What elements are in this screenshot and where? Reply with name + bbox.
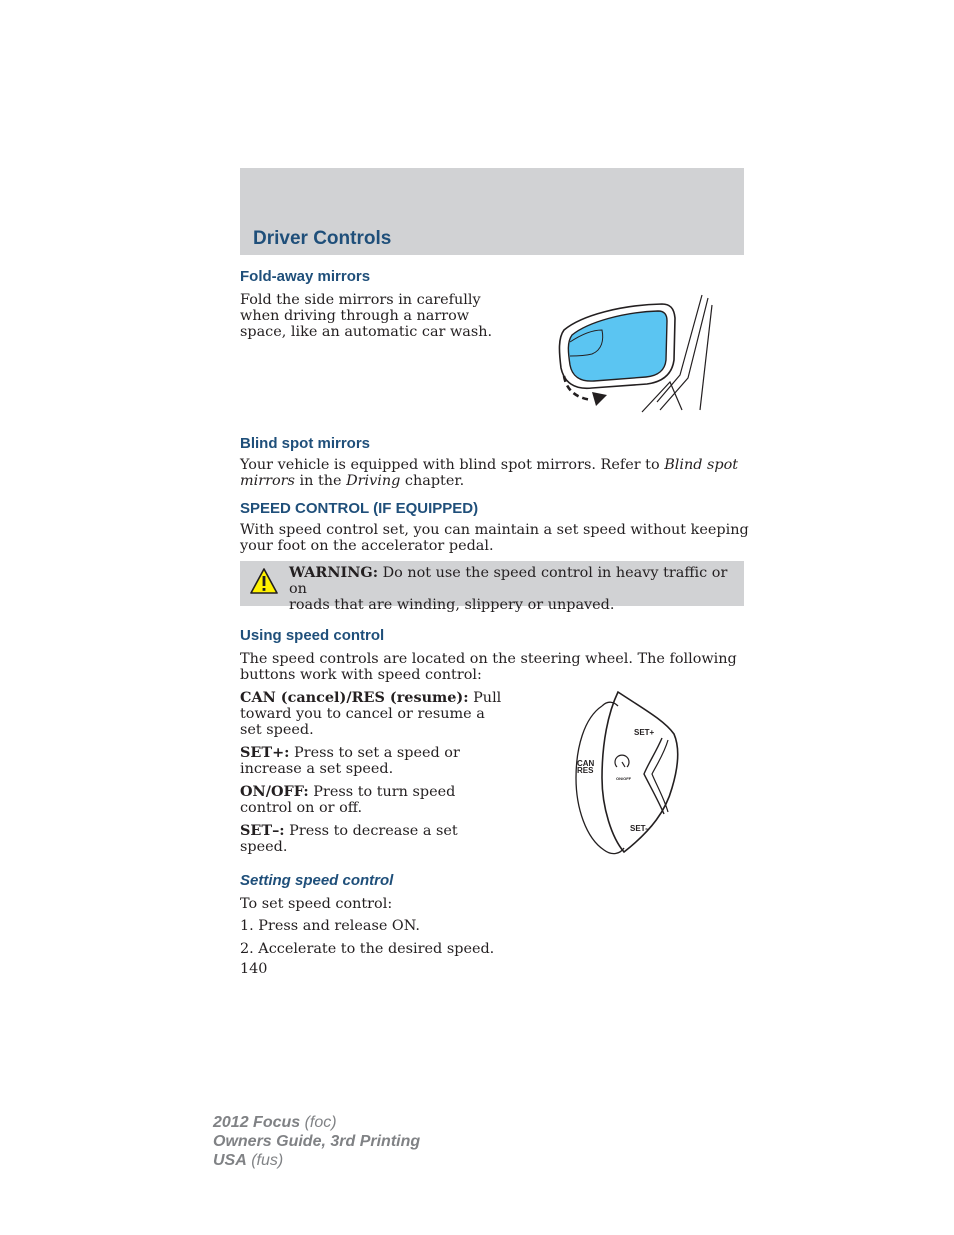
fold-arrow-head: [592, 392, 607, 406]
term-label: SET–:: [240, 822, 285, 839]
text-run-italic: mirrors: [240, 473, 295, 489]
rocker-back: [652, 740, 668, 812]
on-off-description: [240, 784, 455, 816]
warning-triangle-icon: [250, 567, 278, 595]
text-line: The speed controls are located on the steering wheel. The following: [240, 651, 737, 667]
switch-housing-top: [602, 702, 618, 706]
text-run: increase a set speed.: [240, 761, 394, 777]
text-run: Press to decrease a set: [284, 823, 458, 839]
set-plus-description: [240, 745, 460, 777]
blind-spot-mirrors-heading: Blind spot mirrors: [240, 435, 371, 452]
setting-intro: To set speed control:: [240, 896, 393, 912]
text-run: toward you to cancel or resume a: [240, 706, 485, 722]
using-speed-control-intro: [240, 651, 737, 683]
footer-edition-info: [213, 1113, 420, 1170]
footer-printing: Owners Guide, 3rd Printing: [213, 1133, 421, 1150]
footer-market: USA: [213, 1152, 247, 1169]
text-line: Fold the side mirrors in carefully: [240, 292, 481, 308]
set-plus-label: SET+: [634, 728, 655, 737]
text-run: Your vehicle is equipped with blind spot mirrors. Refer to: [240, 457, 665, 473]
speed-control-switch-illustration: [572, 688, 682, 856]
door-frame-line: [660, 298, 708, 410]
footer-code: (foc): [300, 1114, 337, 1131]
fold-away-mirrors-heading: Fold-away mirrors: [240, 268, 371, 285]
blind-spot-mirrors-text: [240, 457, 738, 489]
can-res-description: [240, 690, 501, 738]
text-run-italic: Blind spot: [664, 457, 739, 473]
set-minus-label: SET-: [630, 824, 648, 833]
fold-away-mirror-illustration: [552, 290, 717, 415]
rocker-front: [644, 738, 664, 814]
setting-speed-control-heading: Setting speed control: [240, 872, 394, 889]
can-label: CAN: [577, 759, 595, 768]
setting-step-1: 1. Press and release ON.: [240, 918, 420, 934]
speed-control-intro: [240, 522, 749, 554]
term-label: SET+:: [240, 744, 290, 761]
text-run: Do not use the speed control in heavy traffic or on: [289, 565, 728, 597]
warning-box: [240, 561, 744, 613]
text-line: With speed control set, you can maintain a set speed without keeping: [240, 522, 749, 538]
footer-model: 2012 Focus: [213, 1114, 301, 1131]
text-run: control on or off.: [240, 800, 363, 816]
on-off-button-icon: [615, 755, 629, 767]
res-label: RES: [577, 766, 594, 775]
chapter-header-band: [240, 168, 744, 255]
term-label: ON/OFF:: [240, 783, 309, 800]
text-run-italic: Driving: [346, 473, 401, 489]
setting-step-2: 2. Accelerate to the desired speed.: [240, 941, 495, 957]
text-line: your foot on the accelerator pedal.: [240, 538, 494, 554]
mirror-glass: [568, 311, 667, 381]
text-run: set speed.: [240, 722, 314, 738]
text-run: roads that are winding, slippery or unpaved.: [289, 597, 615, 613]
set-minus-description: [240, 823, 458, 855]
term-label: CAN (cancel)/RES (resume):: [240, 689, 469, 706]
warning-label: WARNING:: [289, 564, 379, 581]
text-run: chapter.: [400, 473, 465, 489]
footer-code: (fus): [246, 1152, 284, 1169]
text-run: Press to turn speed: [308, 784, 456, 800]
using-speed-control-heading: Using speed control: [240, 627, 385, 644]
speed-control-heading: SPEED CONTROL (IF EQUIPPED): [240, 500, 479, 517]
on-off-label: ON/OFF: [616, 776, 632, 781]
page-number: 140: [240, 961, 268, 977]
text-run: speed.: [240, 839, 288, 855]
fold-away-mirrors-text: [240, 292, 492, 340]
text-line: space, like an automatic car wash.: [240, 324, 493, 340]
warning-text: [289, 565, 734, 613]
text-line: when driving through a narrow: [240, 308, 470, 324]
text-run: in the: [294, 473, 347, 489]
chapter-title: Driver Controls: [253, 228, 392, 249]
text-run: Pull: [468, 690, 502, 706]
text-line: buttons work with speed control:: [240, 667, 482, 683]
text-run: Press to set a speed or: [289, 745, 460, 761]
